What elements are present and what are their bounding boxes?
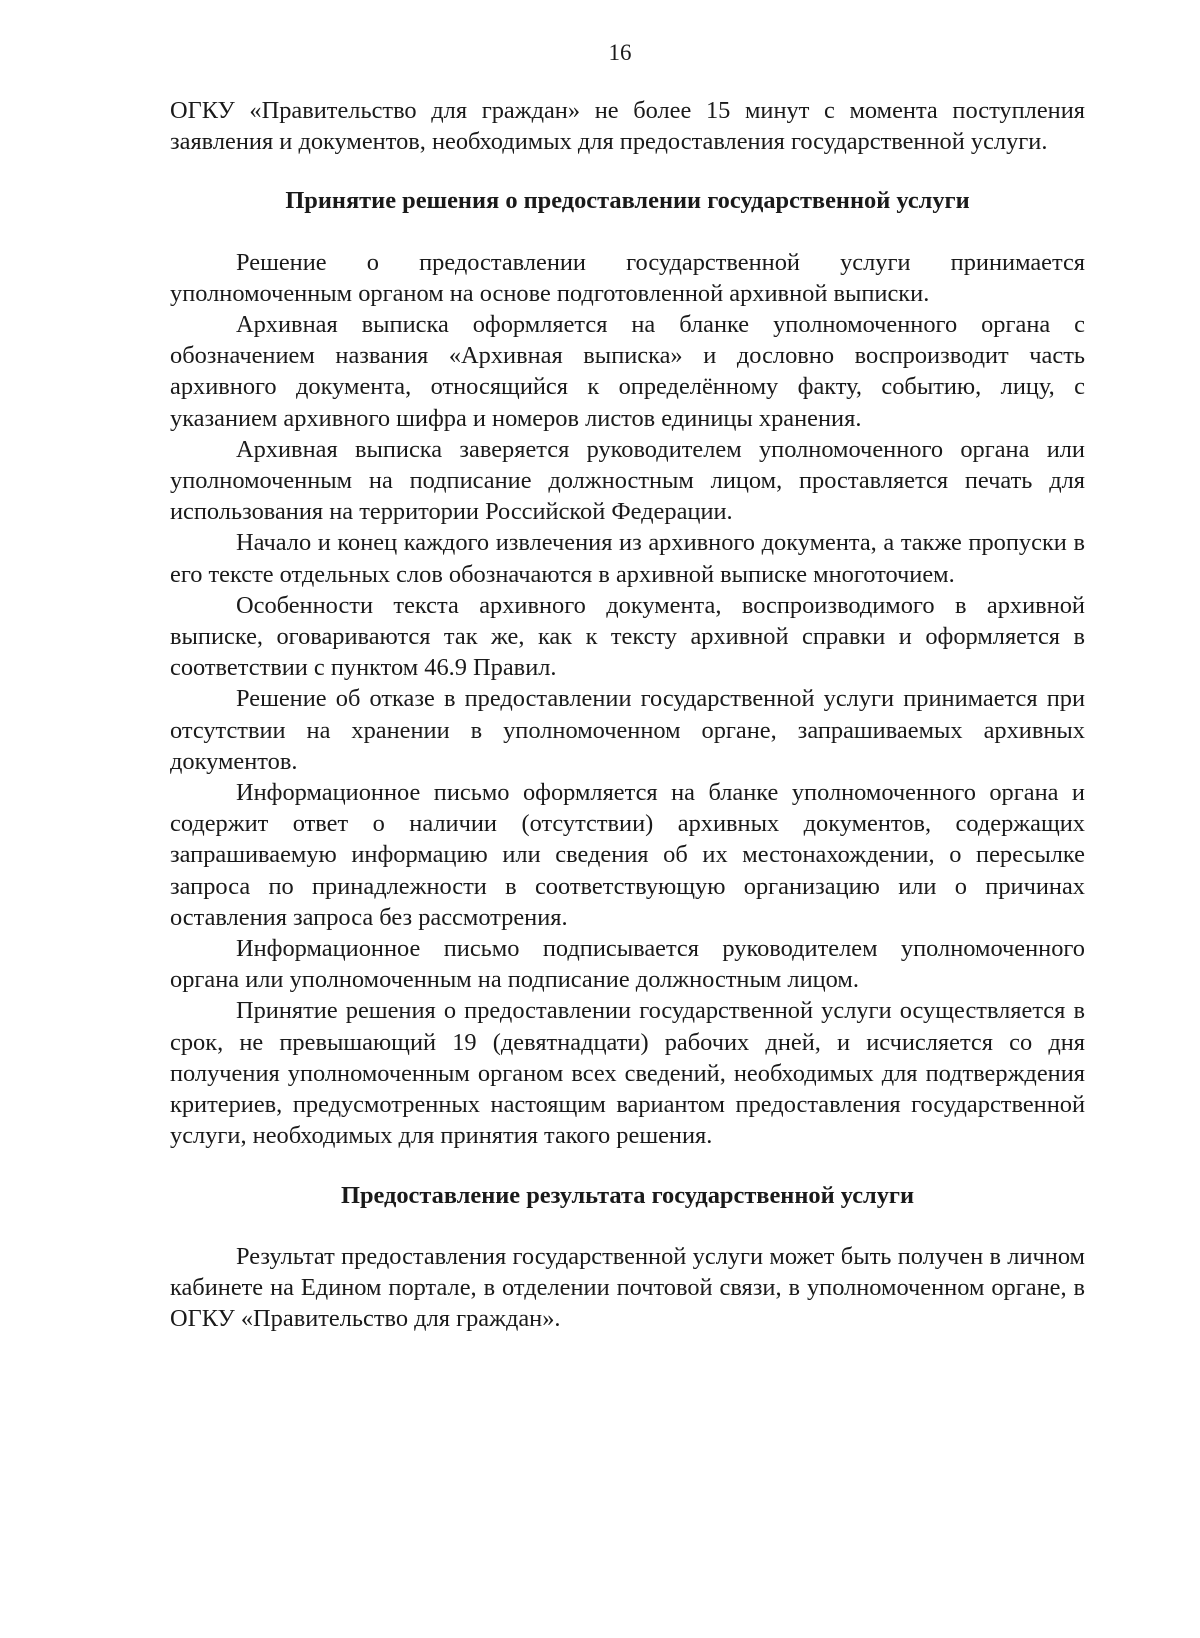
section-heading-decision: Принятие решения о предоставлении государственной услуги (285, 187, 970, 215)
opening-paragraph: ОГКУ «Правительство для граждан» не более 15 минут с момента поступления заявления и документов, необходимых для предоставления государственной услуги. (170, 97, 1085, 156)
paragraph: Начало и конец каждого извлечения из архивного документа, а также пропуски в его тексте отдельных слов обозначаются в архивной выписке многоточием. (170, 529, 1085, 588)
paragraph: Архивная выписка оформляется на бланке уполномоченного органа с обозначением названия «Архивная выписка» и дословно воспроизводит часть архивного документа, относящийся к определённому факту, событию, лицу, с указанием архивного шифра и номеров листов единицы хранения. (170, 311, 1085, 432)
page-number: 16 (608, 40, 632, 65)
document-body (170, 95, 1085, 1334)
paragraph: Особенности текста архивного документа, воспроизводимого в архивной выписке, оговариваются так же, как к тексту архивной справки и оформляется в соответствии с пунктом 46.9 Правил. (170, 591, 1085, 682)
paragraph: Информационное письмо подписывается руководителем уполномоченного органа или уполномоченным на подписание должностным лицом. (170, 935, 1085, 994)
paragraph: Информационное письмо оформляется на бланке уполномоченного органа и содержит ответ о наличии (отсутствии) архивных документов, содержащих запрашиваемую информацию или сведения об их местонахождении, о пересылке запроса по принадлежности в соответствующую организацию или о причинах оставления запроса без рассмотрения. (170, 779, 1085, 931)
paragraph: Принятие решения о предоставлении государственной услуги осуществляется в срок, не превышающий 19 (девятнадцати) рабочих дней, и исчисляется со дня получения уполномоченным органом всех сведений, необходимых для подтверждения критериев, предусмотренных настоящим вариантом предоставления государственной услуги, необходимых для принятия такого решения. (170, 997, 1085, 1150)
paragraph: Результат предоставления государственной услуги может быть получен в личном кабинете на Едином портале, в отделении почтовой связи, в уполномоченном органе, в ОГКУ «Правительство для граждан». (170, 1242, 1085, 1333)
section-heading-result: Предоставление результата государственной услуги (340, 1181, 915, 1209)
paragraph: Архивная выписка заверяется руководителем уполномоченного органа или уполномоченным на подписание должностным лицом, проставляется печать для использования на территории Российской Федерации. (170, 435, 1085, 526)
paragraph: Решение об отказе в предоставлении государственной услуги принимается при отсутствии на хранении в уполномоченном органе, запрашиваемых архивных документов. (170, 685, 1085, 775)
paragraph: Решение о предоставлении государственной услуги принимается уполномоченным органом на основе подготовленной архивной выписки. (170, 248, 1085, 307)
